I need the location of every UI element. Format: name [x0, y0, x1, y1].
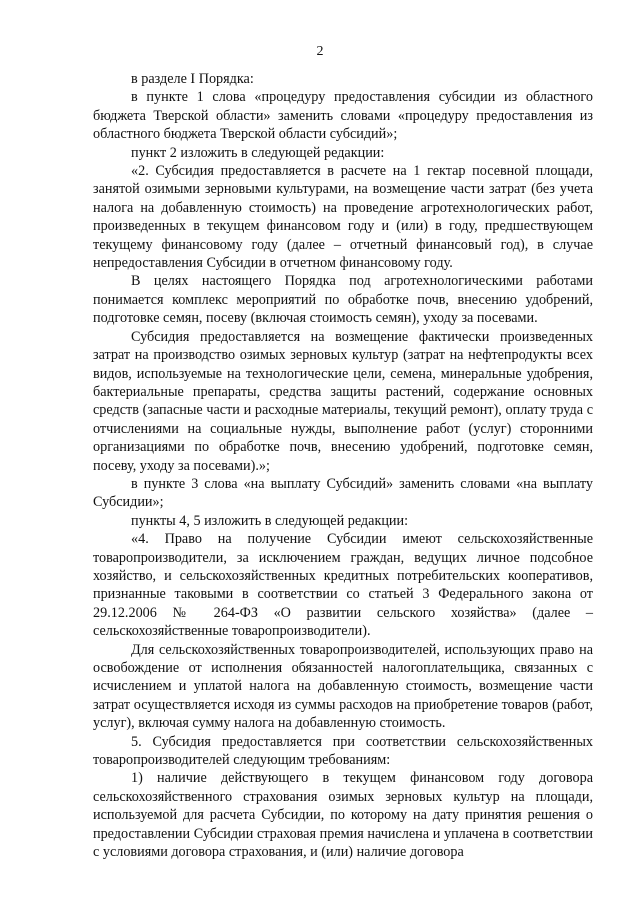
page-number: 2 — [316, 44, 324, 59]
paragraph: Для сельскохозяйственных товаропроизводителей, использующих право на освобождение от исполнения обязанностей налогоплательщика, связанных с исчислением и уплатой налога на добавленную стоимость, возмещение части затрат осуществляется исходя из суммы расходов на приобретение товаров (работ, услуг), включая сумму налога на добавленную стоимость. — [93, 641, 593, 732]
paragraph: в пункте 1 слова «процедуру предоставления субсидии из областного бюджета Тверской области» заменить словами «процедуру предоставления из областного бюджета Тверской области субсидий»; — [93, 89, 593, 143]
paragraph: «2. Субсидия предоставляется в расчете на 1 гектар посевной площади, занятой озимыми зерновыми культурами, на возмещение части затрат (без учета налога на добавленную стоимость) на проведение агротехнологических работ, произведенных в текущем финансовом году и (или) в году, предшествующем текущему финансовому году (далее – отчетный финансовый год), в случае непредоставления Субсидии в отчетном финансовому году. — [93, 163, 593, 272]
paragraph: Субсидия предоставляется на возмещение фактически произведенных затрат на производство озимых зерновых культур (затрат на нефтепродукты всех видов, используемые на технологические цели, семена, минеральные удобрения, бактериальные препараты, средства защиты растений, содержание основных средств (запасные части и расходные материалы, текущий ремонт), оплату труда с отчислениями на социальные нужды, выполнение работ (услуг) сторонними организациями по обработке почв, внесению удобрений, подготовке семян, посеву, уходу за посевами).»; — [93, 328, 593, 474]
paragraph: пункты 4, 5 изложить в следующей редакции: — [131, 512, 409, 529]
paragraph: пункт 2 изложить в следующей редакции: — [131, 144, 385, 161]
paragraph: 1) наличие действующего в текущем финансовом году договора сельскохозяйственного страхования озимых зерновых культур на площади, используемой для расчета Субсидии, по которому на дату принятия решения о предоставлении Субсидии страховая премия начислена и уплачена в соответствии с условиями договора страхования, и (или) наличие договора — [93, 770, 593, 861]
document-body — [93, 70, 593, 861]
paragraph: в пункте 3 слова «на выплату Субсидий» заменить словами «на выплату Субсидии»; — [93, 475, 593, 511]
paragraph: в разделе I Порядка: — [131, 71, 254, 87]
paragraph: «4. Право на получение Субсидии имеют сельскохозяйственные товаропроизводители, за исключением граждан, ведущих личное подсобное хозяйство, и сельскохозяйственных кредитных потребительских кооперативов, признанные таковыми в соответствии со статьей 3 Федерального закона от 29.12.2006 № 264-ФЗ «О развитии сельского хозяйства» (далее – сельскохозяйственные товаропроизводители). — [93, 531, 593, 640]
paragraph: В целях настоящего Порядка под агротехнологическими работами понимается комплекс мероприятий по обработке почв, внесению удобрений, подготовке семян, посеву (включая стоимость семян), уходу за посевами. — [93, 273, 593, 327]
paragraph: 5. Субсидия предоставляется при соответствии сельскохозяйственных товаропроизводителей следующим требованиям: — [93, 733, 593, 769]
